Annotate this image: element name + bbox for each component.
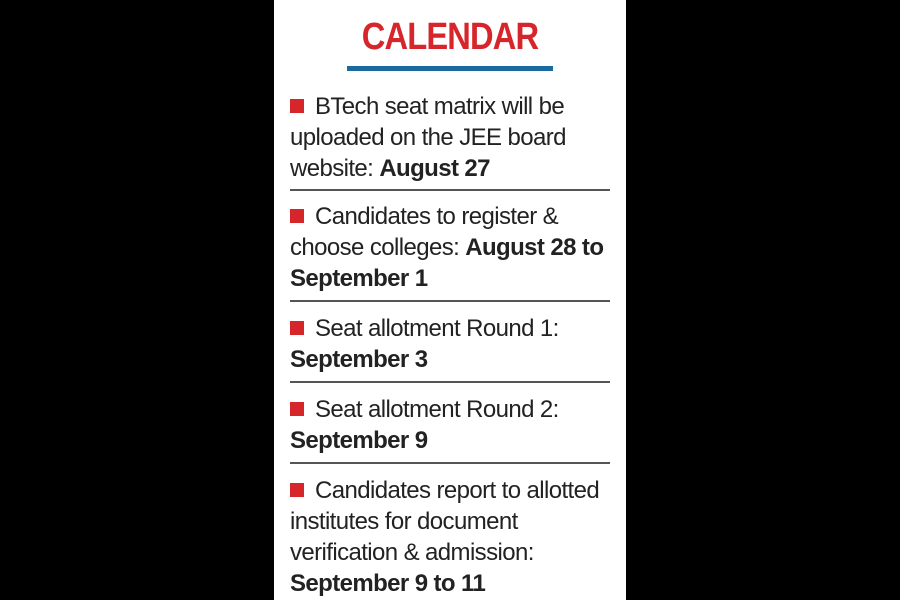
item-divider [290,381,610,383]
item-date: August 28 to September 1 [290,234,604,292]
item-date: September 9 to 11 [290,570,486,597]
calendar-item [290,313,610,375]
item-text: Candidates report to allotted institutes for document verification & admission: [290,477,600,566]
red-square-bullet-icon [290,321,304,335]
item-date: September 9 [290,427,428,454]
item-text: Candidates to register & choose colleges: [290,203,559,261]
item-text: Seat allotment Round 1: [315,315,559,342]
calendar-item [290,394,610,456]
calendar-title: CALENDAR [361,16,539,58]
red-square-bullet-icon [290,483,304,497]
item-divider [290,462,610,464]
item-text: BTech seat matrix will be uploaded on the JEE board website: [290,93,566,182]
item-date: September 3 [290,346,428,373]
calendar-item [290,475,610,599]
item-text: Seat allotment Round 2: [315,396,559,423]
item-divider [290,300,610,302]
red-square-bullet-icon [290,209,304,223]
red-square-bullet-icon [290,99,304,113]
calendar-item [290,201,610,294]
item-date: August 27 [379,155,490,182]
calendar-item [290,91,610,184]
red-square-bullet-icon [290,402,304,416]
item-divider [290,189,610,191]
title-underline [347,66,553,71]
calendar-panel [274,0,626,600]
